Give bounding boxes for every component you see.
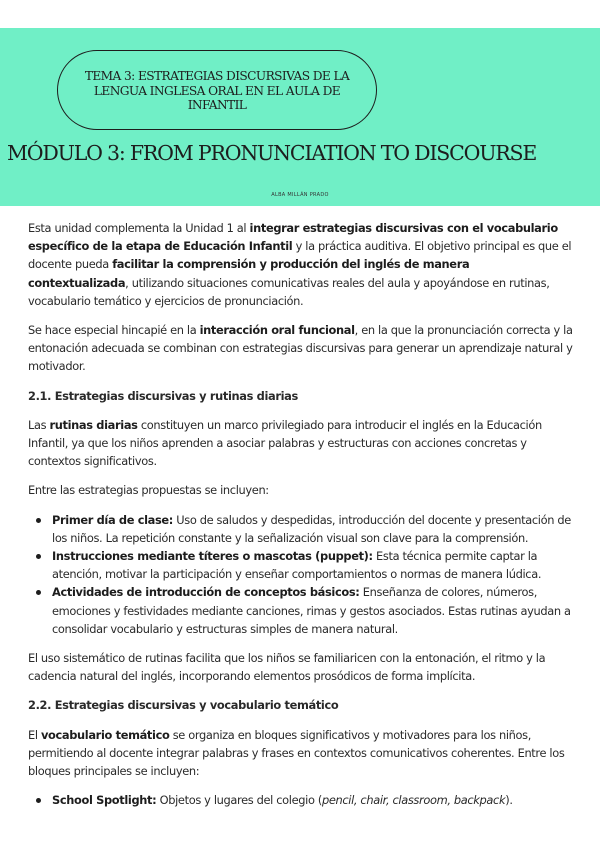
text-run: constituyen un marco privilegiado para introducir el inglés en la Educación Infantil, ya que los niños aprenden a asociar palabras y estructuras con acciones concretas y contextos significativos.	[28, 417, 542, 469]
bold-text: vocabulario temático	[40, 727, 170, 742]
section1-paragraph-1	[28, 416, 573, 471]
list-item-term: School Spotlight:	[52, 793, 157, 808]
section1-paragraph-2: Entre las estrategias propuestas se incluyen:	[28, 483, 269, 498]
bold-text: facilitar la comprensión y producción del inglés de manera contextualizada	[28, 257, 470, 290]
list-item-term: Instrucciones mediante títeres o mascotas (puppet):	[52, 549, 373, 564]
list-item	[52, 547, 573, 583]
thematic-blocks-list	[28, 791, 573, 809]
list-item-term: Actividades de introducción de conceptos básicos:	[52, 585, 360, 600]
author-name: ALBA MILLÁN PRADO	[271, 192, 329, 198]
text-run: Se hace especial hincapié en la	[28, 323, 200, 338]
topic-pill	[57, 50, 377, 130]
text-run: se organiza en bloques significativos y motivadores para los niños, permitiendo al docente integrar palabras y frases en contextos comunicativos coherentes. Entre los bloques principales se incluyen:	[28, 727, 565, 779]
list-item	[52, 583, 573, 638]
text-run: , en la que la pronunciación correcta y la entonación adecuada se combinan con estrategias discursivas para generar un aprendizaje natural y motivador.	[28, 323, 573, 374]
intro-paragraph-1	[28, 219, 573, 310]
text-run: , utilizando situaciones comunicativas reales del aula y apoyándose en rutinas, vocabulario temático y ejercicios de pronunciación.	[28, 275, 550, 308]
section1-paragraph-3: El uso sistemático de rutinas facilita que los niños se familiaricen con la entonación, el ritmo y la cadencia natural del inglés, incorporando elementos prosódicos de forma implícita.	[28, 651, 546, 684]
bold-text: integrar estrategias discursivas con el vocabulario específico de la etapa de Educación Infantil	[28, 221, 558, 254]
text-run: Esta unidad complementa la Unidad 1 al	[28, 221, 250, 235]
list-item-text: Objetos y lugares del colegio (	[156, 793, 322, 808]
list-item-text: Esta técnica permite captar la atención, motivar la participación y enseñar comportamientos o normas de manera lúdica.	[52, 549, 542, 582]
list-item-term: Primer día de clase:	[52, 512, 174, 527]
main-content	[28, 219, 573, 820]
bold-text: interacción oral funcional	[199, 323, 355, 338]
strategies-list	[28, 511, 573, 638]
italic-text: pencil, chair, classroom, backpack	[321, 793, 506, 808]
list-item-text: Enseñanza de colores, números, emociones y festividades mediante canciones, rimas y gestos asociados. Estas rutinas ayudan a consolidar vocabulario y estructuras simples de manera natural.	[52, 585, 571, 636]
section2-paragraph-1	[28, 726, 573, 781]
bold-text: rutinas diarias	[49, 417, 138, 432]
text-run: Las	[28, 417, 50, 432]
section-heading-2-1: 2.1. Estrategias discursivas y rutinas diarias	[28, 388, 298, 403]
list-item-text: ).	[505, 793, 513, 808]
topic-title: TEMA 3: ESTRATEGIAS DISCURSIVAS DE LA LENGUA INGLESA ORAL EN EL AULA DE INFANTIL	[84, 69, 350, 113]
list-item	[52, 511, 573, 547]
list-item	[52, 791, 573, 809]
header-banner	[0, 28, 600, 206]
module-title: MÓDULO 3: FROM PRONUNCIATION TO DISCOURSE	[7, 141, 537, 165]
intro-paragraph-2	[28, 321, 573, 376]
text-run: y la práctica auditiva. El objetivo principal es que el docente pueda	[28, 239, 572, 272]
text-run: El	[28, 727, 41, 742]
list-item-text: Uso de saludos y despedidas, introducción del docente y presentación de los niños. La repetición constante y la señalización visual son clave para la comprensión.	[52, 512, 571, 545]
section-heading-2-2: 2.2. Estrategias discursivas y vocabulario temático	[28, 698, 339, 713]
